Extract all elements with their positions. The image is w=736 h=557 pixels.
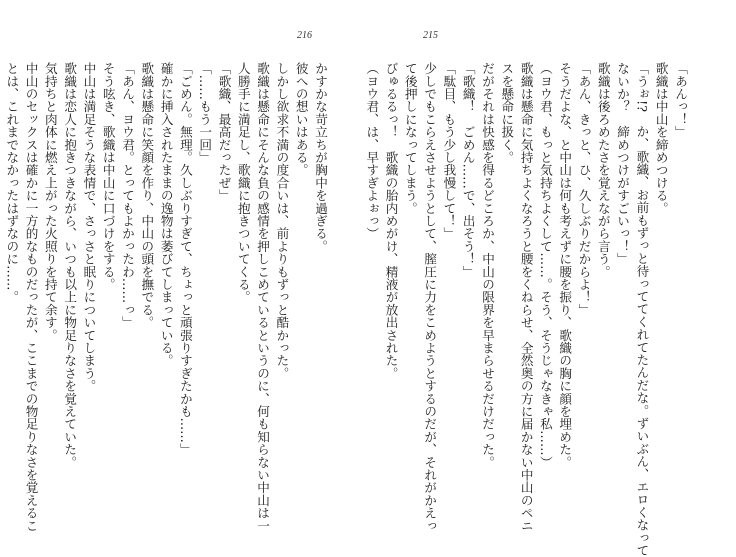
text-line: 中山は満足そうな表情で、さっさと眠りについてしまう。 [81, 62, 97, 393]
text-line: 歌織は懸命に気持ちよくなろうと腰をくねらせ、全然奥の方に届かない中山のペニ [518, 62, 534, 532]
text-line: びゅるるっ！ 歌織の胎内めがけ、精液が放出された。 [383, 62, 399, 380]
text-line: 歌織は後ろめたさを覚えながら言う。 [595, 62, 611, 278]
text-line: 確かに挿入されたままの逸物は萎びてしまっている。 [158, 62, 174, 367]
text-line: 中山のセックスは確かに一方的なものだったが、ここまでの物足りなさを覚えるこ [23, 62, 39, 532]
text-line: 「ごめん。無理。久しぶりすぎて、ちょっと頑張りすぎたかも……」 [177, 62, 193, 456]
text-line: 気持ちと肉体に燃え上がった火照りを持て余す。 [42, 62, 58, 342]
text-line: （ヨウ君、もっと気持ちよくして……。そう、そうじゃなきゃ私……） [537, 62, 553, 469]
text-line: 歌織は懸命に笑顔を作り、中山の頭を撫でる。 [139, 62, 155, 329]
text-line: 「歌織、最高だったぜ」 [216, 62, 232, 202]
text-line: 「あん、ヨウ君。とってもよかったわ……っ」 [120, 62, 136, 329]
text-line: 少しでもこらえさせようとして、膣圧に力をこめようとするのだが、それがかえっ [422, 62, 438, 532]
text-line: 歌織は懸命にそんな負の感情を押しこめているというのに、何も知らない中山は一 [255, 62, 271, 532]
text-line: 「あん、きっと、ひ、久しぶりだからよ！」 [576, 62, 592, 316]
page-number-right: 215 [423, 30, 438, 41]
text-line: そうだよな、と中山は何も考えずに腰を振り、歌織の胸に顔を埋めた。 [557, 62, 573, 469]
text-line: （ヨウ君、は、早すぎよぉっ） [364, 62, 380, 240]
text-line: かすかな苛立ちが胸中を過ぎる。 [313, 62, 328, 253]
text-line: ないか？ 締めつけがすごいっ！」 [615, 62, 631, 266]
text-line: 「あんっ！」 [673, 62, 688, 139]
page-number-left: 216 [297, 30, 312, 41]
page-left-text [4, 62, 330, 532]
text-line: 「うぉ!? か、歌織、お前もずっと待っててくれてたんだな。ずいぶん、エロくなって [634, 62, 650, 557]
text-line: だがそれは快感を得るどころか、中山の限界を早まらせるだけだった。 [480, 62, 496, 469]
text-line: スを懸命に扱く。 [499, 62, 515, 164]
page-right-text [364, 62, 690, 557]
text-line: しかし欲求不満の度合いは、前よりもずっと酷かった。 [274, 62, 290, 380]
text-line: 歌織は中山を締めつける。 [653, 62, 669, 215]
text-line: 人勝手に満足し、歌織に抱きついてくる。 [235, 62, 251, 304]
text-line: 「駄目、もう少し我慢して！」 [441, 62, 457, 240]
text-line: て後押しになってしまう。 [402, 62, 418, 215]
text-line: そう呟き、歌織は中山に口づけをする。 [100, 62, 116, 291]
text-line: とは、これまでなかったはずなのに……。 [4, 62, 20, 304]
text-line: 「……もう一回」 [197, 62, 213, 164]
text-line: 彼への想いはある。 [293, 62, 309, 177]
text-line: 「歌織！ ごめん……で、出そう！」 [460, 62, 476, 278]
text-line: 歌織は恋人に抱きつきながら、いつも以上に物足りなさを覚えていた。 [62, 62, 78, 469]
